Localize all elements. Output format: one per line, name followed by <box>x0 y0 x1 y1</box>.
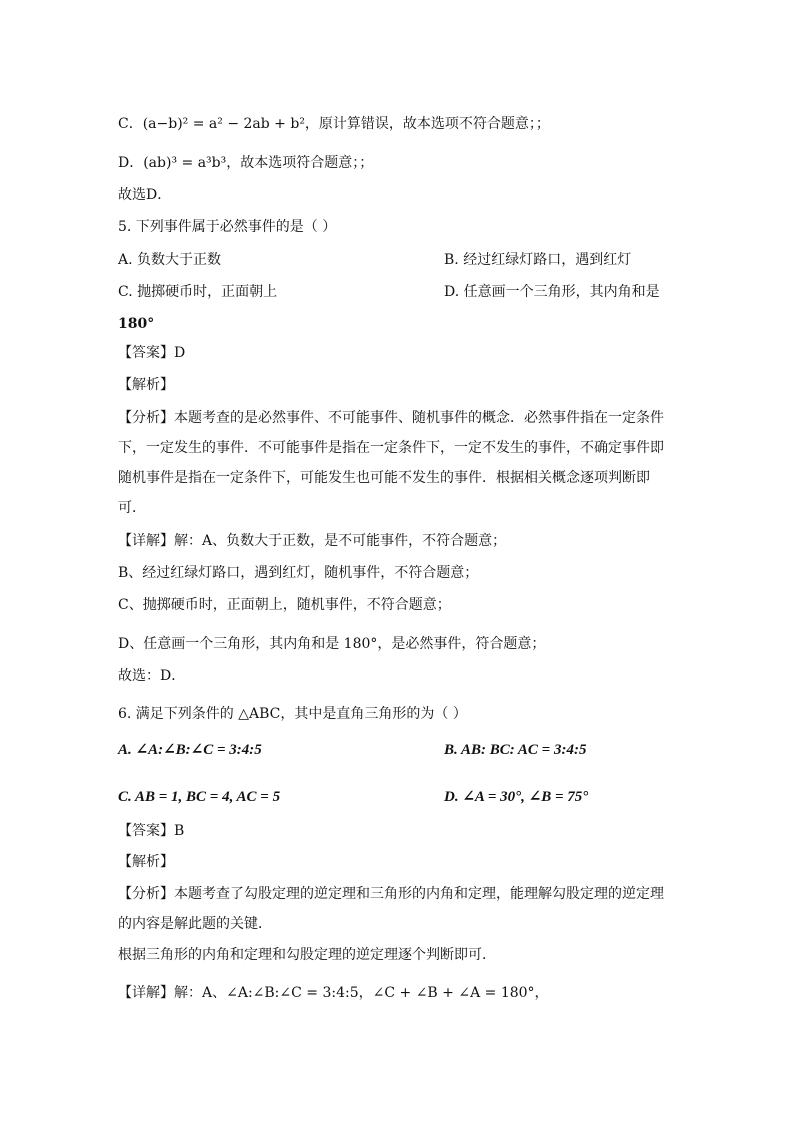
q6-answer: 【答案】B <box>118 823 185 839</box>
q5-detail-c: C、抛掷硬币时，正面朝上，随机事件，不符合题意； <box>118 597 451 613</box>
q5-analysis-text-2: 下，一定发生的事件．不可能事件是指在一定条件下，一定不发生的事件，不确定事件即 <box>118 440 664 456</box>
q5-answer: 【答案】D <box>118 345 186 361</box>
option-d-line: D．(ab)³ = a³b³，故本选项符合题意；； <box>118 155 374 171</box>
q6-analysis-text-3: 根据三角形的内角和定理和勾股定理的逆定理逐个判断即可． <box>118 947 496 963</box>
q5-analysis-text-3: 随机事件是指在一定条件下，可能发生也可能不发生的事件．根据相关概念逐项判断即 <box>118 470 650 486</box>
option-c-line: C．(a−b)² = a² − 2ab + b²，原计算错误，故本选项不符合题意；； <box>118 116 550 132</box>
q5-analysis-text-1: 【分析】本题考查的是必然事件、不可能事件、随机事件的概念．必然事件指在一定条件 <box>118 410 664 426</box>
question-6-title: 6. 满足下列条件的 △ABC，其中是直角三角形的为（ ） <box>118 706 467 722</box>
q6-analysis-text-1: 【分析】本题考查了勾股定理的逆定理和三角形的内角和定理，能理解勾股定理的逆定理 <box>118 886 664 902</box>
q6-detail-a: 【详解】解：A、∠A:∠B:∠C = 3:4:5，∠C + ∠B + ∠A = 180°， <box>118 985 549 1001</box>
q5-option-b: B. 经过红绿灯路口，遇到红灯 <box>444 252 632 268</box>
q5-detail-d: D、任意画一个三角形，其内角和是 180°，是必然事件，符合题意； <box>118 636 546 652</box>
q5-option-c: C. 抛掷硬币时，正面朝上 <box>118 284 278 300</box>
q5-detail-b: B、经过红绿灯路口，遇到红灯，随机事件，不符合题意； <box>118 565 479 581</box>
q5-analysis-text-4: 可． <box>118 500 146 516</box>
q6-option-a: A. ∠A:∠B:∠C = 3:4:5 <box>118 742 262 758</box>
q5-option-a: A. 负数大于正数 <box>118 252 222 268</box>
conclusion-line: 故选D． <box>118 187 172 203</box>
q6-analysis-heading: 【解析】 <box>118 854 174 870</box>
q5-option-d: D. 任意画一个三角形，其内角和是 <box>444 284 660 300</box>
q6-option-c: C. AB = 1, BC = 4, AC = 5 <box>118 789 281 805</box>
q6-option-b: B. AB: BC: AC = 3:4:5 <box>444 742 587 758</box>
q5-conclusion: 故选：D． <box>118 668 186 684</box>
q5-detail-a: 【详解】解：A、负数大于正数，是不可能事件，不符合题意； <box>118 533 507 549</box>
q6-analysis-text-2: 的内容是解此题的关键． <box>118 916 272 932</box>
q5-option-d-continuation: 180° <box>118 316 155 332</box>
q6-option-d: D. ∠A = 30°, ∠B = 75° <box>444 789 589 805</box>
q5-analysis-heading: 【解析】 <box>118 377 174 393</box>
question-5-title: 5. 下列事件属于必然事件的是（ ） <box>118 219 337 235</box>
